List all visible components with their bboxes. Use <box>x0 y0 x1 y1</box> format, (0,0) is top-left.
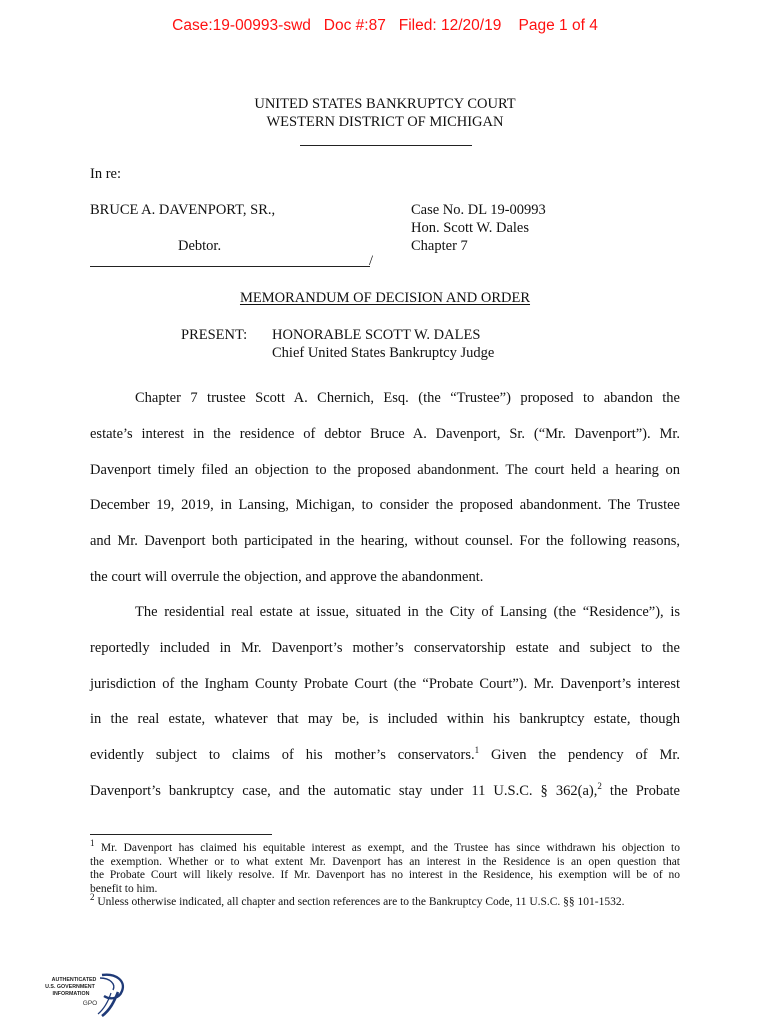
court-district: WESTERN DISTRICT OF MICHIGAN <box>266 114 504 130</box>
document-title-text: MEMORANDUM OF DECISION AND ORDER <box>239 290 531 306</box>
ecf-header-stamp: Case:19-00993-swd Doc #:87 Filed: 12/20/19 Page 1 of 4 <box>172 17 598 34</box>
debtor-label: Debtor. <box>178 238 222 254</box>
footnote-1-line <box>90 838 680 856</box>
document-title <box>0 290 770 307</box>
court-heading-rule <box>300 145 472 146</box>
paragraph-1-line: December 19, 2019, in Lansing, Michigan, to consider the proposed abandonment. The Trustee <box>90 497 680 514</box>
caption-rule <box>90 266 370 267</box>
footnote-1-text: Mr. Davenport has claimed his equitable interest as exempt, and the Trustee has since withdrawn his objection to <box>94 842 680 854</box>
footnote-1-line: benefit to him. <box>90 882 158 895</box>
paragraph-2-line: jurisdiction of the Ingham County Probate Court (the “Probate Court”). Mr. Davenport’s interest <box>90 675 680 692</box>
paragraph-2 <box>90 603 680 818</box>
case-number: Case No. DL 19-00993 <box>411 202 546 218</box>
paragraph-2-line <box>90 746 680 782</box>
present-judge-name: HONORABLE SCOTT W. DALES <box>272 327 481 343</box>
paragraph-1-line: the court will overrule the objection, and approve the abandonment. <box>90 568 484 585</box>
paragraph-2-text: the Probate <box>601 782 680 799</box>
court-name: UNITED STATES BANKRUPTCY COURT <box>254 96 516 112</box>
paragraph-2-line: in the real estate, whatever that may be, is included within his bankruptcy estate, though <box>90 711 680 728</box>
footnote-2-mark: 2 <box>90 892 95 903</box>
paragraph-2-text: Given the pendency of Mr. <box>479 747 680 764</box>
footnote-rule <box>90 834 272 835</box>
paragraph-2-line <box>90 782 680 818</box>
footnote-1-line: the Probate Court will likely resolve. If Mr. Davenport has no interest in the Residence, his exemption will be of no <box>90 869 680 881</box>
footnote-2-line <box>90 892 680 910</box>
paragraph-2-text: Davenport’s bankruptcy case, and the automatic stay under 11 U.S.C. § 362(a), <box>90 782 598 799</box>
paragraph-2-line: reportedly included in Mr. Davenport’s mother’s conservatorship estate and subject to the <box>90 639 680 656</box>
seal-text: INFORMATION <box>52 991 90 997</box>
footnote-2-text: Unless otherwise indicated, all chapter and section references are to the Bankruptcy Code, 11 U.S.C. §§ 101-1532. <box>94 896 625 908</box>
court-heading <box>0 95 770 131</box>
paragraph-1-line: Chapter 7 trustee Scott A. Chernich, Esq. (the “Trustee”) proposed to abandon the <box>135 390 680 406</box>
chapter-label: Chapter 7 <box>411 238 468 254</box>
paragraph-1-line: estate’s interest in the residence of debtor Bruce A. Davenport, Sr. (“Mr. Davenport”). Mr. <box>90 425 680 442</box>
caption-slash: / <box>369 253 374 269</box>
paragraph-2-text: evidently subject to claims of his mother’s conservators. <box>90 747 475 764</box>
paragraph-1-line: Davenport timely filed an objection to the proposed abandonment. The court held a hearing on <box>90 461 680 478</box>
footnotes <box>90 838 680 910</box>
seal-text: AUTHENTICATED <box>51 977 97 983</box>
judge-name: Hon. Scott W. Dales <box>411 220 530 236</box>
footnote-1-mark: 1 <box>90 838 95 849</box>
in-re-label: In re: <box>90 166 121 182</box>
paragraph-2-line: The residential real estate at issue, situated in the City of Lansing (the “Residence”), is <box>135 604 680 620</box>
gpo-authentication-seal-icon <box>40 972 130 1017</box>
seal-text: U.S. GOVERNMENT <box>45 984 95 990</box>
present-label: PRESENT: <box>181 327 248 343</box>
paragraph-1 <box>90 389 680 604</box>
footnote-1-reference[interactable]: 1 <box>474 745 480 756</box>
paragraph-1-line: and Mr. Davenport both participated in the hearing, without counsel. For the following reasons, <box>90 533 680 550</box>
debtor-name: BRUCE A. DAVENPORT, SR., <box>90 202 276 218</box>
present-judge-position: Chief United States Bankruptcy Judge <box>272 345 495 361</box>
footnote-2-reference[interactable]: 2 <box>597 781 602 792</box>
seal-text: GPO <box>82 1000 98 1007</box>
footnote-1-line: the exemption. Whether or to what extent Mr. Davenport has an interest in the Residence is an open question that <box>90 855 680 868</box>
